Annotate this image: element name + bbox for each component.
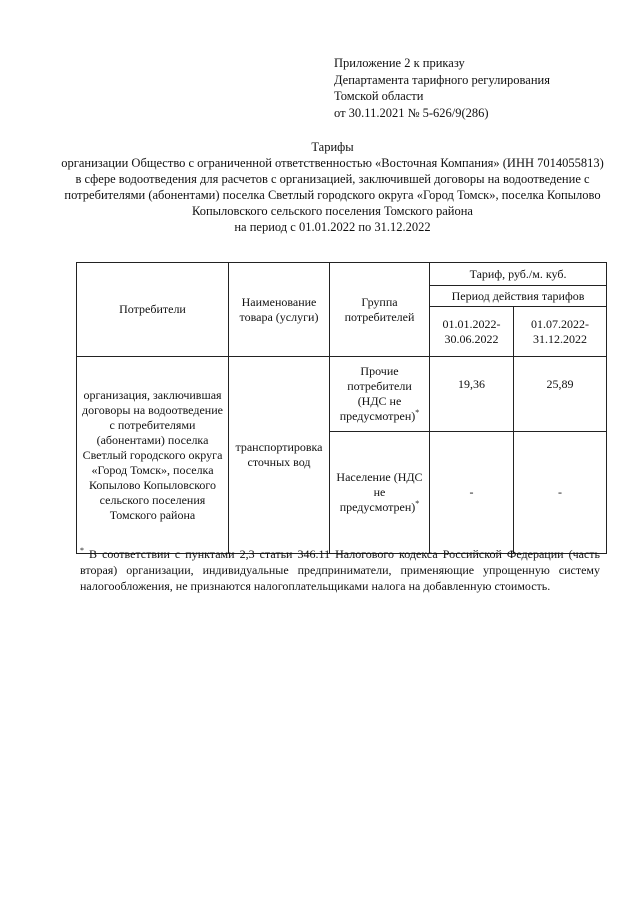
header-period-2: 01.07.2022-31.12.2022 — [514, 307, 607, 357]
appendix-block — [334, 55, 550, 121]
cell-consumer: организация, заключившая договоры на водоотведение с потребителями (абонентами) поселка Светлый городского округа «Город Томск», поселка Копылово Копыловского сельского поселения Томского района — [77, 357, 229, 554]
footnote-mark: * — [80, 546, 84, 555]
cell-group — [330, 432, 430, 554]
group-label: Прочие потребители (НДС не предусмотрен) — [339, 364, 416, 423]
cell-product: транспортировка сточных вод — [229, 357, 330, 554]
footnote-text: В соответствии с пунктами 2,3 статьи 346.11 Налогового кодекса Российской Федерации (часть вторая) организации, индивидуальные предприниматели, применяющие упрощенную систему налогообложения, не признаются налогоплательщиками налога на добавленную стоимость. — [80, 547, 601, 593]
header-period-1: 01.01.2022-30.06.2022 — [430, 307, 514, 357]
header-group: Группа потребителей — [330, 263, 430, 357]
footnote — [80, 546, 600, 594]
appendix-line: Томской области — [334, 89, 424, 103]
appendix-line: Приложение 2 к приказу — [334, 56, 465, 70]
footnote-marker: * — [415, 408, 420, 417]
document-heading — [60, 139, 605, 235]
header-tariff: Тариф, руб./м. куб. — [430, 263, 607, 286]
document-period: на период с 01.01.2022 по 31.12.2022 — [234, 220, 431, 234]
appendix-line: от 30.11.2021 № 5-626/9(286) — [334, 105, 489, 120]
header-product: Наименование товара (услуги) — [229, 263, 330, 357]
tariff-table — [76, 262, 607, 554]
document-title: Тарифы — [311, 140, 354, 154]
cell-tariff-value: - — [430, 432, 514, 554]
cell-tariff-value: - — [514, 432, 607, 554]
document-subtitle: организации Общество с ограниченной ответственностью «Восточная Компания» (ИНН 7014055813) в сфере водоотведения для расчетов с организацией, заключившей договоры на водоотведение с потребителями (абонентами) поселка Светлый городского округа «Город Томск», поселка Копылово Копыловского сельского поселения Томского района — [61, 156, 604, 218]
footnote-marker: * — [415, 499, 420, 508]
cell-tariff-value: 19,36 — [430, 357, 514, 432]
group-label: Население (НДС не предусмотрен) — [336, 470, 423, 514]
appendix-line: Департамента тарифного регулирования — [334, 72, 550, 87]
header-consumers: Потребители — [77, 263, 229, 357]
cell-group — [330, 357, 430, 432]
header-period-label: Период действия тарифов — [430, 286, 607, 307]
cell-tariff-value: 25,89 — [514, 357, 607, 432]
